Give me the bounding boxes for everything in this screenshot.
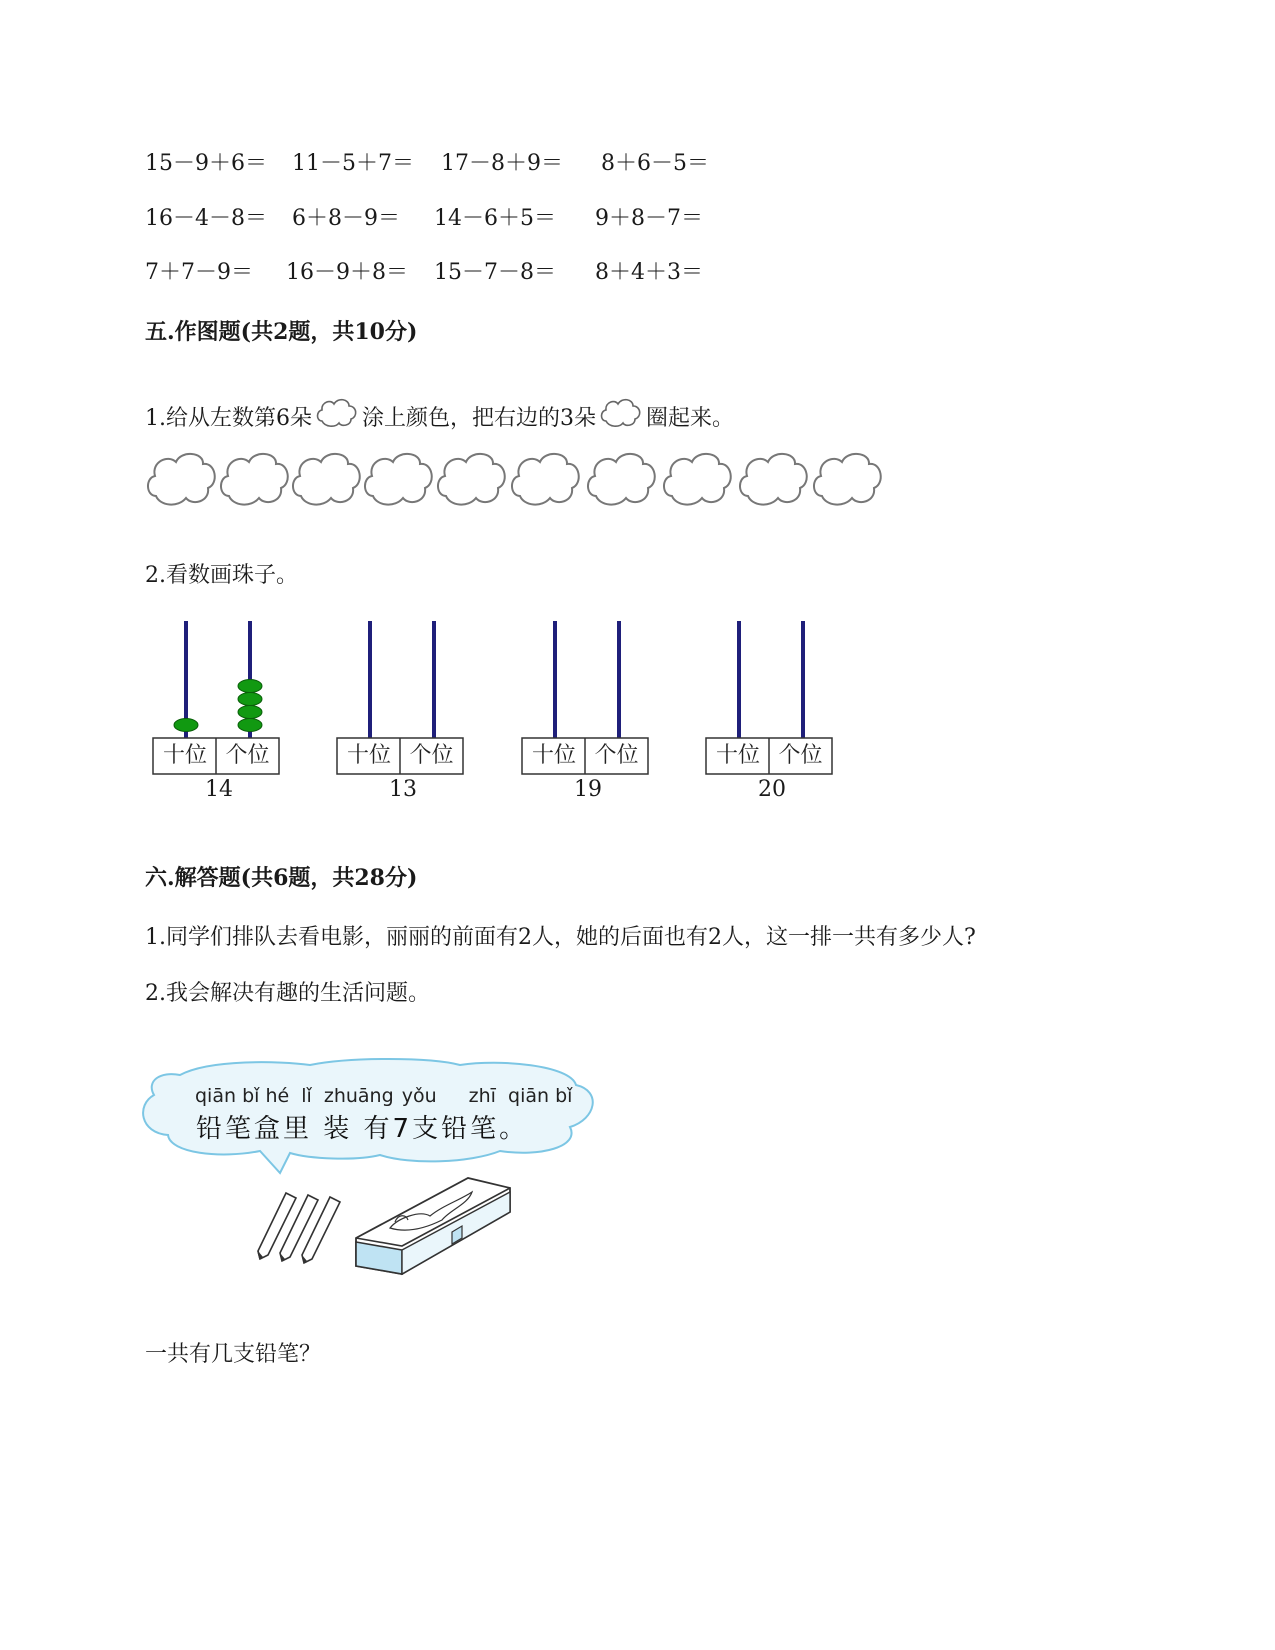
abacus[interactable] — [705, 621, 839, 801]
cloud-row — [140, 446, 885, 511]
cloud-icon[interactable] — [814, 454, 881, 505]
ones-label: 个位 — [225, 743, 270, 768]
cloud-icon[interactable] — [293, 454, 360, 505]
ones-label: 个位 — [778, 743, 823, 768]
tens-label: 十位 — [346, 743, 391, 768]
ones-label: 个位 — [594, 743, 639, 768]
question-text: 2.看数画珠子。 — [145, 563, 298, 588]
cloud-icon[interactable] — [588, 454, 655, 505]
equation: 14－6＋5＝ — [434, 206, 556, 231]
ones-label: 个位 — [409, 743, 454, 768]
abacus-number: 19 — [574, 777, 602, 802]
bubble-pinyin — [195, 1085, 572, 1107]
bead-ones — [238, 719, 262, 732]
equation: 15－9＋6＝ — [145, 151, 267, 176]
abacus-number: 14 — [205, 777, 233, 802]
equation: 8＋4＋3＝ — [595, 260, 703, 285]
question-drawing-clouds — [145, 395, 734, 433]
pinyin-word: yǒu — [401, 1085, 437, 1107]
equation: 16－9＋8＝ — [286, 260, 408, 285]
equation: 9＋8－7＝ — [595, 206, 703, 231]
bead-tens — [174, 719, 198, 732]
pencils-icon — [250, 1185, 350, 1275]
cloud-icon[interactable] — [365, 454, 432, 505]
bead-ones — [238, 680, 262, 693]
equation: 15－7－8＝ — [434, 260, 556, 285]
abacus[interactable] — [152, 621, 286, 801]
question-text: 一共有几支铅笔？ — [145, 1342, 322, 1367]
pinyin-word: zhuāng — [323, 1085, 394, 1107]
cloud-icon[interactable] — [664, 454, 731, 505]
abacus[interactable] — [521, 621, 655, 801]
bead-ones — [238, 693, 262, 706]
section-heading: 六.解答题(共6题，共28分) — [145, 865, 418, 891]
cloud-icon — [598, 395, 644, 431]
abacus-number: 20 — [758, 777, 786, 802]
cloud-icon[interactable] — [148, 454, 215, 505]
equation: 16－4－8＝ — [145, 206, 267, 231]
abacus[interactable] — [336, 621, 470, 801]
question-text: 1.给从左数第6朵 — [145, 406, 312, 431]
pinyin-word: zhī — [468, 1085, 496, 1107]
pencil-box-icon — [350, 1170, 515, 1285]
pinyin-word: qiān bǐ hé — [195, 1085, 290, 1107]
equation: 17－8＋9＝ — [441, 151, 563, 176]
tens-label: 十位 — [162, 743, 207, 768]
cloud-icon[interactable] — [740, 454, 807, 505]
tens-label: 十位 — [531, 743, 576, 768]
equation: 8＋6－5＝ — [601, 151, 709, 176]
cloud-icon[interactable] — [221, 454, 288, 505]
question-text: 1.同学们排队去看电影，丽丽的前面有2人，她的后面也有2人，这一排一共有多少人? — [145, 925, 976, 950]
pinyin-word: lǐ — [301, 1085, 312, 1107]
section-heading: 五.作图题(共2题，共10分) — [145, 319, 418, 345]
tens-label: 十位 — [715, 743, 760, 768]
equation: 7＋7－9＝ — [145, 260, 253, 285]
equation: 11－5＋7＝ — [292, 151, 414, 176]
question-text: 2.我会解决有趣的生活问题。 — [145, 981, 430, 1006]
bubble-hanzi: 铅笔盒里 装 有7支铅笔。 — [196, 1114, 529, 1144]
cloud-icon[interactable] — [512, 454, 579, 505]
cloud-icon[interactable] — [438, 454, 505, 505]
bead-ones — [238, 706, 262, 719]
equation: 6＋8－9＝ — [292, 206, 400, 231]
cloud-icon — [314, 395, 360, 431]
abacus-number: 13 — [389, 777, 417, 802]
pinyin-word: qiān bǐ — [508, 1085, 573, 1107]
question-text: 涂上颜色，把右边的3朵 — [362, 406, 596, 431]
question-text: 圈起来。 — [646, 406, 735, 431]
